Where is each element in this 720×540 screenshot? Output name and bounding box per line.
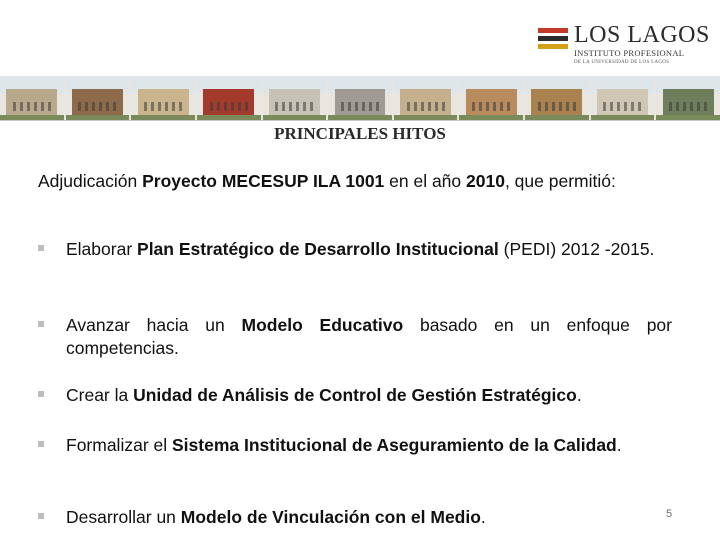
intro-text: , que permitió: bbox=[504, 171, 616, 191]
logo-stripe-dark bbox=[538, 36, 568, 41]
campus-photo bbox=[263, 76, 327, 120]
item-text: Crear la bbox=[66, 385, 134, 405]
item-highlight: Modelo Educativo bbox=[241, 315, 404, 335]
institution-logo bbox=[538, 22, 710, 66]
bullet-icon bbox=[38, 391, 44, 397]
intro-project: Proyecto MECESUP ILA 1001 bbox=[142, 171, 385, 191]
bullet-icon bbox=[38, 513, 44, 519]
bullet-icon bbox=[38, 245, 44, 251]
item-highlight: Plan Estratégico de Desarrollo Institucional bbox=[137, 239, 499, 259]
intro-paragraph bbox=[38, 170, 670, 192]
intro-text: Adjudicación bbox=[38, 171, 143, 191]
item-text: . bbox=[616, 435, 622, 455]
logo-subtitle: INSTITUTO PROFESIONAL bbox=[574, 48, 685, 58]
item-text: Desarrollar un bbox=[66, 507, 181, 527]
item-highlight: Modelo de Vinculación con el Medio bbox=[180, 507, 481, 527]
campus-photo bbox=[66, 76, 130, 120]
item-text: (PEDI) 2012 -2015. bbox=[498, 239, 655, 259]
logo-subtitle-2: DE LA UNIVERSIDAD DE LOS LAGOS bbox=[574, 60, 670, 65]
item-text: Avanzar hacia un bbox=[66, 315, 242, 335]
campus-photo bbox=[525, 76, 589, 120]
campus-photo bbox=[0, 76, 64, 120]
item-text: . bbox=[576, 385, 582, 405]
campus-photo bbox=[328, 76, 392, 120]
campus-photo bbox=[394, 76, 458, 120]
logo-title: LOS LAGOS bbox=[574, 22, 710, 48]
campus-photo bbox=[459, 76, 523, 120]
slide-title: PRINCIPALES HITOS bbox=[274, 124, 446, 143]
item-text: . bbox=[480, 507, 486, 527]
item-text: basado en un enfoque por competencias. bbox=[66, 315, 672, 358]
campus-photo bbox=[656, 76, 720, 120]
item-highlight: Sistema Institucional de Aseguramiento de la Calidad bbox=[172, 435, 617, 455]
intro-year: 2010 bbox=[466, 171, 505, 191]
logo-stripe-red bbox=[538, 28, 568, 33]
campus-photo bbox=[197, 76, 261, 120]
intro-text: en el año bbox=[384, 171, 467, 191]
campus-photo bbox=[131, 76, 195, 120]
campus-photo bbox=[591, 76, 655, 120]
item-text: Elaborar bbox=[66, 239, 138, 259]
item-highlight: Unidad de Análisis de Control de Gestión Estratégico bbox=[133, 385, 577, 405]
bullet-icon bbox=[38, 321, 44, 327]
campus-photo-banner bbox=[0, 76, 720, 120]
bullet-icon bbox=[38, 441, 44, 447]
page-number: 5 bbox=[666, 508, 673, 520]
item-text: Formalizar el bbox=[66, 435, 172, 455]
banner-divider bbox=[0, 120, 720, 121]
logo-stripes bbox=[538, 28, 568, 58]
logo-stripe-gold bbox=[538, 44, 568, 49]
